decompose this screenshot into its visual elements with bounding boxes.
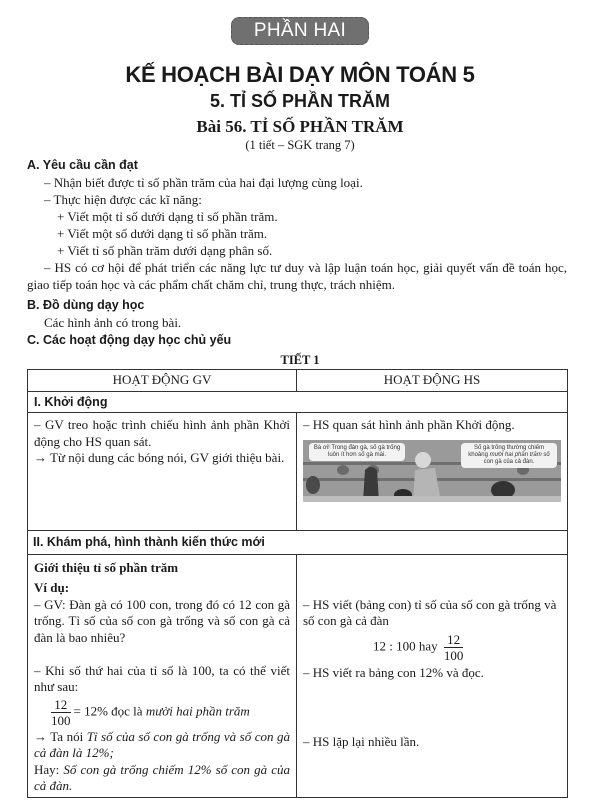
- fraction-denominator: 100: [443, 647, 464, 663]
- hs-text: – HS lặp lại nhiều lần.: [303, 733, 420, 749]
- part1-heading: I. Khởi động: [28, 391, 568, 413]
- text-italic: Tỉ số của số con gà trống và số con gà cả đàn là 12%;: [34, 728, 290, 760]
- hs-text: – HS viết (bảng con) tỉ số của số con gà trống và số con gà cả đàn: [303, 596, 557, 628]
- fraction-denominator: 100: [51, 712, 71, 728]
- text-italic: Số con gà trống chiếm 12% số con gà của cả đàn.: [34, 761, 290, 793]
- hs-text: – HS quan sát hình ảnh phần Khởi động.: [303, 417, 515, 432]
- section-a-line: + Viết một tỉ số dưới dạng tỉ số phần trăm.: [57, 209, 278, 224]
- document-title: KẾ HOẠCH BÀI DẠY MÔN TOÁN 5: [125, 62, 475, 87]
- equation-text: = 12% đọc là: [73, 702, 146, 718]
- section-row: [28, 391, 568, 413]
- tiet-label: TIẾT 1: [280, 353, 320, 367]
- section-a-line: – Thực hiện được các kĩ năng:: [44, 192, 202, 207]
- section-a-line: + Viết một số dưới dạng tỉ số phần trăm.: [57, 226, 268, 241]
- section-a-heading: A. Yêu cầu cần đạt: [27, 158, 138, 172]
- speech-bubble-grandma: [461, 443, 557, 468]
- gv-text: → Từ nội dung các bóng nói, GV giới thiệu bài.: [34, 450, 285, 465]
- gv-text: [34, 729, 290, 762]
- hs-cell: [297, 554, 568, 797]
- bubble-text: Số gà trống thường chiếm khoảng: [468, 444, 544, 458]
- section-b-heading: B. Đồ dùng dạy học: [27, 298, 145, 312]
- text: → Ta nói: [34, 728, 87, 744]
- part2-heading: II. Khám phá, hình thành kiến thức mới: [28, 531, 568, 555]
- part-badge: PHẦN HAI: [231, 17, 369, 45]
- gv-cell: [28, 554, 297, 797]
- equation: [34, 697, 290, 728]
- gv-text: – GV: Đàn gà có 100 con, trong đó có 12 con gà trống. Tỉ số của số con gà trống và số con gà cả đàn là bao nhiêu?: [34, 596, 290, 645]
- gv-cell: [28, 413, 297, 531]
- speech-bubble-girl: Bà ơi! Trong đàn gà, số gà trống luôn ít hơn số gà mái.: [309, 443, 405, 461]
- section-a-paragraph: – HS có cơ hội để phát triển các năng lực tư duy và lập luận toán học, giải quyết vấn đề toán học, giao tiếp toán học và các phẩm chất chăm chỉ, trung thực, trách nhiệm.: [27, 260, 567, 292]
- hs-cell: [297, 413, 568, 531]
- fraction-numerator: 12: [51, 697, 71, 713]
- section-row: [28, 531, 568, 555]
- lesson-plan-table: [27, 369, 568, 798]
- subheading: Giới thiệu tỉ số phần trăm: [34, 559, 179, 575]
- section-b-text: Các hình ảnh có trong bài.: [44, 315, 182, 330]
- bubble-emphasis: mười hai phần trăm: [489, 451, 542, 458]
- table-header-row: [28, 370, 568, 392]
- table-row: [28, 413, 568, 531]
- fraction: [51, 697, 71, 728]
- lesson-title: Bài 56. TỈ SỐ PHẦN TRĂM: [196, 117, 404, 136]
- lesson-meta: (1 tiết – SGK trang 7): [245, 138, 355, 152]
- bubble-text: số con gà của cả đàn.: [483, 451, 550, 465]
- chapter-title: 5. TỈ SỐ PHẦN TRĂM: [209, 91, 390, 111]
- section-a-line: – Nhận biết được tỉ số phần trăm của hai đại lượng cùng loại.: [44, 175, 363, 190]
- ratio-text: 12 : 100 hay: [373, 637, 438, 653]
- fraction-numerator: 12: [444, 632, 464, 648]
- gv-text: [34, 762, 290, 795]
- gv-text: – GV treo hoặc trình chiếu hình ảnh phần Khởi động cho HS quan sát.: [34, 417, 290, 449]
- text: Hay:: [34, 761, 64, 777]
- hs-text: – HS viết ra bảng con 12% và đọc.: [303, 664, 484, 680]
- fraction: [444, 632, 464, 663]
- table-row: [28, 554, 568, 797]
- section-a-line: + Viết tỉ số phần trăm dưới dạng phân số.: [57, 243, 273, 258]
- startup-illustration: [303, 440, 561, 502]
- example-label: Ví dụ:: [34, 580, 70, 595]
- ratio-line: [303, 632, 561, 663]
- equation-reading: mười hai phần trăm: [145, 702, 250, 718]
- header-gv: HOẠT ĐỘNG GV: [28, 370, 297, 392]
- section-c-heading: C. Các hoạt động dạy học chủ yếu: [27, 333, 232, 347]
- header-hs: HOẠT ĐỘNG HS: [297, 370, 568, 392]
- gv-text: – Khi số thứ hai của tỉ số là 100, ta có thể viết như sau:: [34, 662, 290, 694]
